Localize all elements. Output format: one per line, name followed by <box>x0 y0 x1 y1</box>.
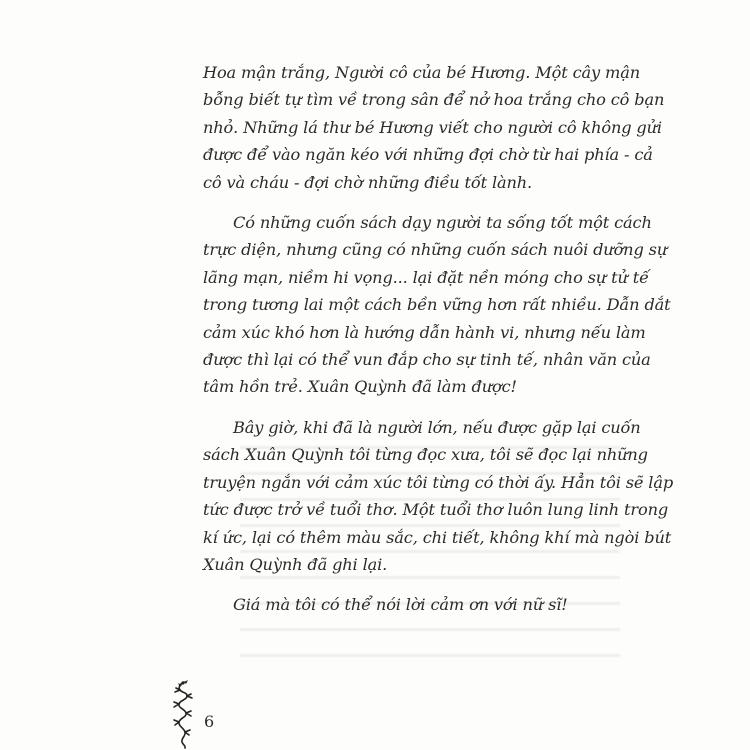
text-line: được thì lại có thể vun đắp cho sự tinh tế, nhân văn của <box>203 350 651 370</box>
text-line: Bây giờ, khi đã là người lớn, nếu được gặp lại cuốn <box>233 417 641 437</box>
paragraph-1 <box>203 59 665 196</box>
text-line: trực diện, nhưng cũng có những cuốn sách nuôi dưỡng sự <box>203 240 668 260</box>
text-line: trong tương lai một cách bền vững hơn rất nhiều. Dẫn dắt <box>203 295 671 315</box>
text-line: được để vào ngăn kéo với những đợi chờ từ hai phía - cả <box>203 145 653 165</box>
body-text <box>203 59 674 619</box>
text-line: sách Xuân Quỳnh tôi từng đọc xưa, tôi sẽ đọc lại những <box>203 445 648 465</box>
page-number: 6 <box>204 712 215 731</box>
paragraph-4 <box>203 591 643 618</box>
dragon-ornament-icon <box>170 680 196 750</box>
text-line: lãng mạn, niềm hi vọng... lại đặt nền móng cho sự tử tế <box>203 267 649 287</box>
paragraph-2 <box>203 209 671 401</box>
text-line: Xuân Quỳnh đã ghi lại. <box>203 554 388 574</box>
text-line: cô và cháu - đợi chờ những điều tốt lành. <box>203 172 533 192</box>
paragraph-3 <box>203 414 674 578</box>
text-line: bỗng biết tự tìm về trong sân để nở hoa trắng cho cô bạn <box>203 90 665 110</box>
text-line: Giá mà tôi có thể nói lời cảm ơn với nữ sĩ! <box>233 595 568 615</box>
text-line: nhỏ. Những lá thư bé Hương viết cho người cô không gửi <box>203 117 662 137</box>
text-line: Hoa mận trắng, Người cô của bé Hương. Một cây mận <box>203 63 640 82</box>
text-line: Có những cuốn sách dạy người ta sống tốt một cách <box>233 213 652 233</box>
text-line: truyện ngắn với cảm xúc tôi từng có thời ấy. Hẳn tôi sẽ lập <box>203 472 674 492</box>
text-line: tâm hồn trẻ. Xuân Quỳnh đã làm được! <box>203 377 517 397</box>
text-line: kí ức, lại có thêm màu sắc, chi tiết, không khí mà ngòi bút <box>203 527 672 547</box>
text-line: cảm xúc khó hơn là hướng dẫn hành vi, nhưng nếu làm <box>203 322 646 342</box>
text-line: tức được trở về tuổi thơ. Một tuổi thơ luôn lung linh trong <box>203 500 669 520</box>
